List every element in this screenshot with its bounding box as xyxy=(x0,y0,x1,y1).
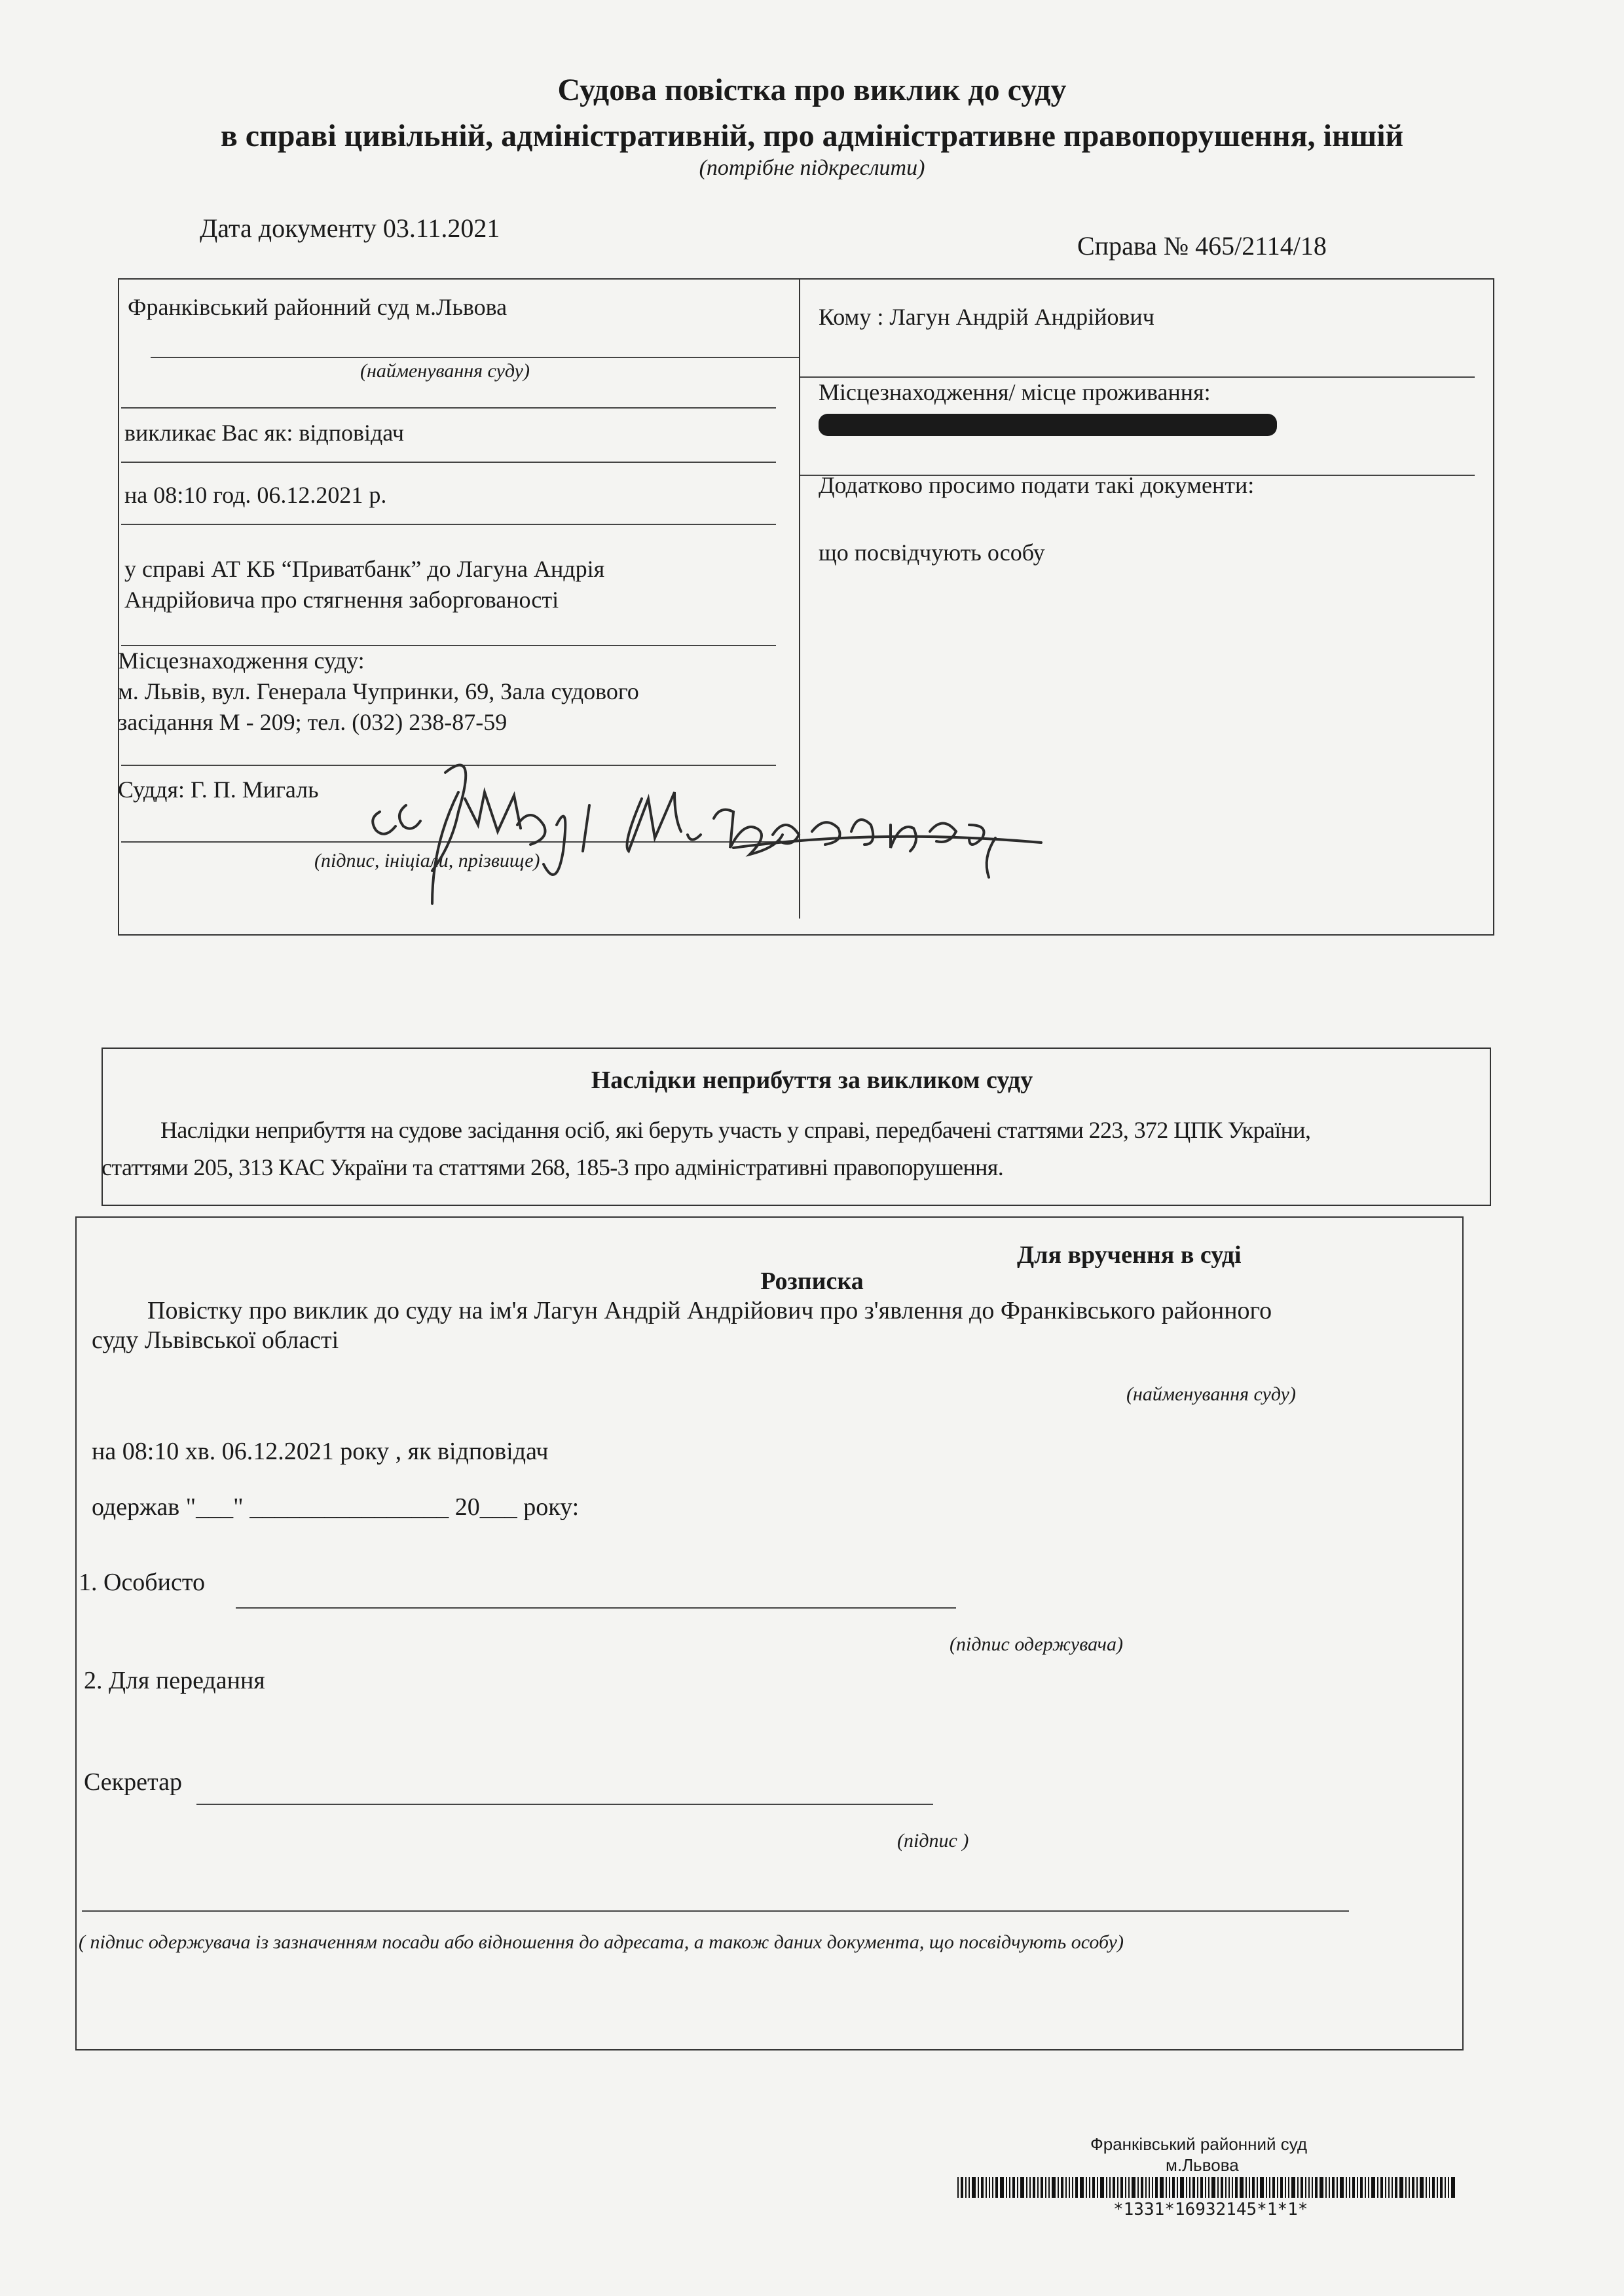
court-name: Франківський районний суд м.Львова xyxy=(128,294,507,320)
barcode-bar xyxy=(1041,2177,1043,2198)
barcode-bar xyxy=(1380,2177,1383,2198)
barcode-bar xyxy=(1291,2177,1295,2198)
barcode-bar xyxy=(1412,2177,1414,2198)
case-description-line2: Андрійовича про стягнення заборгованості xyxy=(124,587,559,613)
barcode-bar xyxy=(1409,2177,1410,2198)
document-title: Судова повістка про виклик до суду xyxy=(557,73,1067,107)
barcode-bar xyxy=(1277,2177,1278,2198)
divider xyxy=(121,462,776,463)
barcode-bar xyxy=(1113,2177,1115,2198)
barcode-bar xyxy=(1426,2177,1427,2198)
barcode-bar xyxy=(1337,2177,1338,2198)
divider xyxy=(121,407,776,409)
barcode-bar xyxy=(1266,2177,1267,2198)
court-location-line1: м. Львів, вул. Генерала Чупринки, 69, Зала судового xyxy=(118,678,639,704)
barcode-bar xyxy=(1352,2177,1355,2198)
barcode-bar xyxy=(1106,2177,1107,2198)
signature-note: (підпис, ініціали, прізвище) xyxy=(314,850,540,871)
barcode-bar xyxy=(1125,2177,1126,2198)
recipient-name: Кому : Лагун Андрій Андрійович xyxy=(819,304,1154,330)
barcode-bar xyxy=(1120,2177,1123,2198)
barcode-bar xyxy=(978,2177,979,2198)
barcode-bar xyxy=(1192,2177,1195,2198)
barcode-bar xyxy=(1399,2177,1403,2198)
barcode-bar xyxy=(1166,2177,1167,2198)
barcode-bar xyxy=(1416,2177,1418,2198)
barcode-bar xyxy=(1017,2177,1018,2198)
barcode-bar xyxy=(1172,2177,1175,2198)
stamp-court-line2: м.Львова xyxy=(1166,2155,1239,2175)
barcode-bar xyxy=(995,2177,998,2198)
barcode-bar xyxy=(1368,2177,1369,2198)
barcode-bar xyxy=(1332,2177,1335,2198)
barcode-bar xyxy=(1429,2177,1430,2198)
barcode-bar xyxy=(1432,2177,1435,2198)
barcode-bar xyxy=(1272,2177,1275,2198)
document-subtitle: в справі цивільній, адміністративній, про адміністративне правопорушення, іншій xyxy=(220,118,1404,153)
barcode-bar xyxy=(1385,2177,1386,2198)
bottom-signature-line xyxy=(82,1910,1349,1912)
barcode-bar xyxy=(1086,2177,1087,2198)
barcode-bar xyxy=(1365,2177,1366,2198)
barcode-bar xyxy=(1065,2177,1067,2198)
summons-role: викликає Вас як: відповідач xyxy=(124,420,404,446)
consequences-line1: Наслідки неприбуття на судове засідання осіб, які беруть участь у справі, передбачені статтями 223, 372 ЦПК України, xyxy=(160,1117,1311,1143)
barcode-bar xyxy=(1092,2177,1095,2198)
barcode-bar xyxy=(1349,2177,1350,2198)
barcode-bar xyxy=(1152,2177,1153,2198)
barcode-bar xyxy=(1117,2177,1118,2198)
received-date-line: одержав "___" ________________ 20___ року: xyxy=(92,1493,580,1521)
barcode-bar xyxy=(1006,2177,1007,2198)
barcode-bar xyxy=(1252,2177,1255,2198)
personally-label: 1. Особисто xyxy=(79,1569,205,1596)
barcode-bar xyxy=(1395,2177,1397,2198)
barcode-bar xyxy=(1211,2177,1215,2198)
barcode-bar xyxy=(1235,2177,1238,2198)
consequences-line2: статтями 205, 313 КАС України та статтями 268, 185-3 про адміністративні правопорушення. xyxy=(101,1154,1004,1180)
extra-documents-label: Додатково просимо подати такі документи: xyxy=(819,472,1255,498)
barcode-bar xyxy=(1128,2177,1130,2198)
barcode-bar xyxy=(1097,2177,1098,2198)
barcode-bar xyxy=(1249,2177,1250,2198)
barcode-bar xyxy=(1308,2177,1310,2198)
receipt-court-note: (найменування суду) xyxy=(1126,1383,1296,1405)
barcode xyxy=(957,2177,1462,2198)
receipt-line1: Повістку про виклик до суду на ім'я Лагун Андрій Андрійович про з'явлення до Франківського районного xyxy=(147,1297,1272,1324)
recipient-signature-line xyxy=(236,1607,956,1609)
barcode-bar xyxy=(1048,2177,1050,2198)
barcode-bar xyxy=(1360,2177,1363,2198)
barcode-bar xyxy=(1325,2177,1327,2198)
barcode-bar xyxy=(1232,2177,1233,2198)
barcode-bar xyxy=(1149,2177,1150,2198)
divider xyxy=(121,524,776,525)
barcode-bar xyxy=(1205,2177,1206,2198)
barcode-bar xyxy=(1137,2177,1139,2198)
barcode-bar xyxy=(1180,2177,1184,2198)
barcode-bar xyxy=(1089,2177,1090,2198)
barcode-bar xyxy=(1357,2177,1358,2198)
barcode-text: *1331*16932145*1*1* xyxy=(1113,2200,1308,2219)
barcode-bar xyxy=(992,2177,993,2198)
barcode-bar xyxy=(1052,2177,1056,2198)
barcode-bar xyxy=(1075,2177,1078,2198)
barcode-bar xyxy=(1301,2177,1303,2198)
barcode-bar xyxy=(1320,2177,1323,2198)
barcode-bar xyxy=(1009,2177,1010,2198)
barcode-bar xyxy=(1257,2177,1258,2198)
barcode-bar xyxy=(1033,2177,1035,2198)
barcode-bar xyxy=(1197,2177,1198,2198)
barcode-bar xyxy=(1208,2177,1209,2198)
barcode-bar xyxy=(1285,2177,1286,2198)
barcode-bar xyxy=(969,2177,970,2198)
receipt-line2: суду Львівської області xyxy=(92,1326,339,1354)
barcode-bar xyxy=(1132,2177,1135,2198)
barcode-bar xyxy=(1217,2177,1219,2198)
barcode-bar xyxy=(1221,2177,1223,2198)
judge-name: Суддя: Г. П. Мигаль xyxy=(118,776,319,803)
receipt-title: Розписка xyxy=(760,1267,864,1295)
barcode-bar xyxy=(1346,2177,1347,2198)
secretary-label: Секретар xyxy=(84,1768,182,1796)
barcode-bar xyxy=(972,2177,976,2198)
judge-signature xyxy=(367,727,1048,917)
barcode-bar xyxy=(1240,2177,1244,2198)
barcode-bar xyxy=(1392,2177,1393,2198)
court-name-note: (найменування суду) xyxy=(360,360,530,382)
transfer-label: 2. Для передання xyxy=(84,1667,265,1694)
underline-note: (потрібне підкреслити) xyxy=(699,156,925,180)
barcode-bar xyxy=(1228,2177,1230,2198)
barcode-bar xyxy=(1405,2177,1407,2198)
barcode-bar xyxy=(1160,2177,1164,2198)
barcode-bar xyxy=(1388,2177,1390,2198)
barcode-bar xyxy=(1169,2177,1170,2198)
barcode-bar xyxy=(1061,2177,1063,2198)
divider xyxy=(151,357,799,358)
barcode-bar xyxy=(965,2177,967,2198)
barcode-bar xyxy=(1225,2177,1227,2198)
barcode-bar xyxy=(1269,2177,1270,2198)
barcode-bar xyxy=(1297,2177,1299,2198)
barcode-bar xyxy=(986,2177,987,2198)
case-description-line1: у справі АТ КБ “Приватбанк” до Лагуна Андрія xyxy=(124,556,605,582)
stamp-court-line1: Франківський районний суд xyxy=(1090,2134,1308,2154)
barcode-bar xyxy=(1141,2177,1143,2198)
receipt-time-line: на 08:10 хв. 06.12.2021 року , як відповідач xyxy=(92,1438,549,1465)
for-court-label: Для вручення в суді xyxy=(1017,1241,1242,1269)
barcode-bar xyxy=(981,2177,984,2198)
barcode-bar xyxy=(1305,2177,1306,2198)
barcode-bar xyxy=(1177,2177,1178,2198)
barcode-bar xyxy=(1315,2177,1318,2198)
recipient-signature-note: (підпис одержувача) xyxy=(950,1633,1123,1655)
barcode-bar xyxy=(1340,2177,1344,2198)
barcode-bar xyxy=(1440,2177,1443,2198)
barcode-bar xyxy=(1260,2177,1264,2198)
document-date: Дата документу 03.11.2021 xyxy=(200,213,500,243)
barcode-bar xyxy=(1000,2177,1004,2198)
barcode-bar xyxy=(1437,2177,1438,2198)
barcode-bar xyxy=(1045,2177,1046,2198)
barcode-bar xyxy=(1189,2177,1190,2198)
barcode-bar xyxy=(1329,2177,1330,2198)
barcode-bar xyxy=(1109,2177,1111,2198)
barcode-bar xyxy=(1037,2177,1039,2198)
barcode-bar xyxy=(957,2177,959,2198)
barcode-bar xyxy=(1058,2177,1059,2198)
case-number: Справа № 465/2114/18 xyxy=(1077,231,1327,261)
barcode-bar xyxy=(1155,2177,1158,2198)
court-location-label: Місцезнаходження суду: xyxy=(118,647,365,674)
redacted-address xyxy=(819,414,1277,436)
barcode-bar xyxy=(989,2177,990,2198)
barcode-bar xyxy=(1012,2177,1015,2198)
barcode-bar xyxy=(1080,2177,1084,2198)
barcode-bar xyxy=(1026,2177,1027,2198)
bottom-signature-note: ( підпис одержувача із зазначенням посади або відношення до адресата, а також даних документа, що посвідчують особу) xyxy=(79,1931,1124,1953)
barcode-bar xyxy=(1246,2177,1247,2198)
barcode-bar xyxy=(1020,2177,1024,2198)
consequences-title: Наслідки неприбуття за викликом суду xyxy=(591,1066,1033,1094)
barcode-bar xyxy=(1445,2177,1446,2198)
barcode-bar xyxy=(1312,2177,1313,2198)
barcode-bar xyxy=(1448,2177,1449,2198)
barcode-bar xyxy=(1069,2177,1070,2198)
extra-documents-value: що посвідчують особу xyxy=(819,539,1045,566)
barcode-bar xyxy=(1200,2177,1203,2198)
barcode-bar xyxy=(1377,2177,1378,2198)
barcode-bar xyxy=(1145,2177,1147,2198)
barcode-bar xyxy=(961,2177,963,2198)
hearing-time: на 08:10 год. 06.12.2021 р. xyxy=(124,482,387,508)
secretary-signature-line xyxy=(196,1804,933,1805)
secretary-signature-note: (підпис ) xyxy=(897,1830,969,1851)
barcode-bar xyxy=(1420,2177,1424,2198)
court-location-line2: засідання М - 209; тел. (032) 238-87-59 xyxy=(118,709,507,735)
barcode-bar xyxy=(1072,2177,1073,2198)
barcode-bar xyxy=(1451,2177,1455,2198)
barcode-bar xyxy=(1100,2177,1104,2198)
barcode-bar xyxy=(1280,2177,1283,2198)
barcode-bar xyxy=(1288,2177,1289,2198)
barcode-bar xyxy=(1186,2177,1187,2198)
barcode-bar xyxy=(1029,2177,1031,2198)
divider xyxy=(121,645,776,646)
barcode-bar xyxy=(1371,2177,1375,2198)
recipient-address-label: Місцезнаходження/ місце проживання: xyxy=(819,379,1211,405)
divider xyxy=(800,376,1475,378)
